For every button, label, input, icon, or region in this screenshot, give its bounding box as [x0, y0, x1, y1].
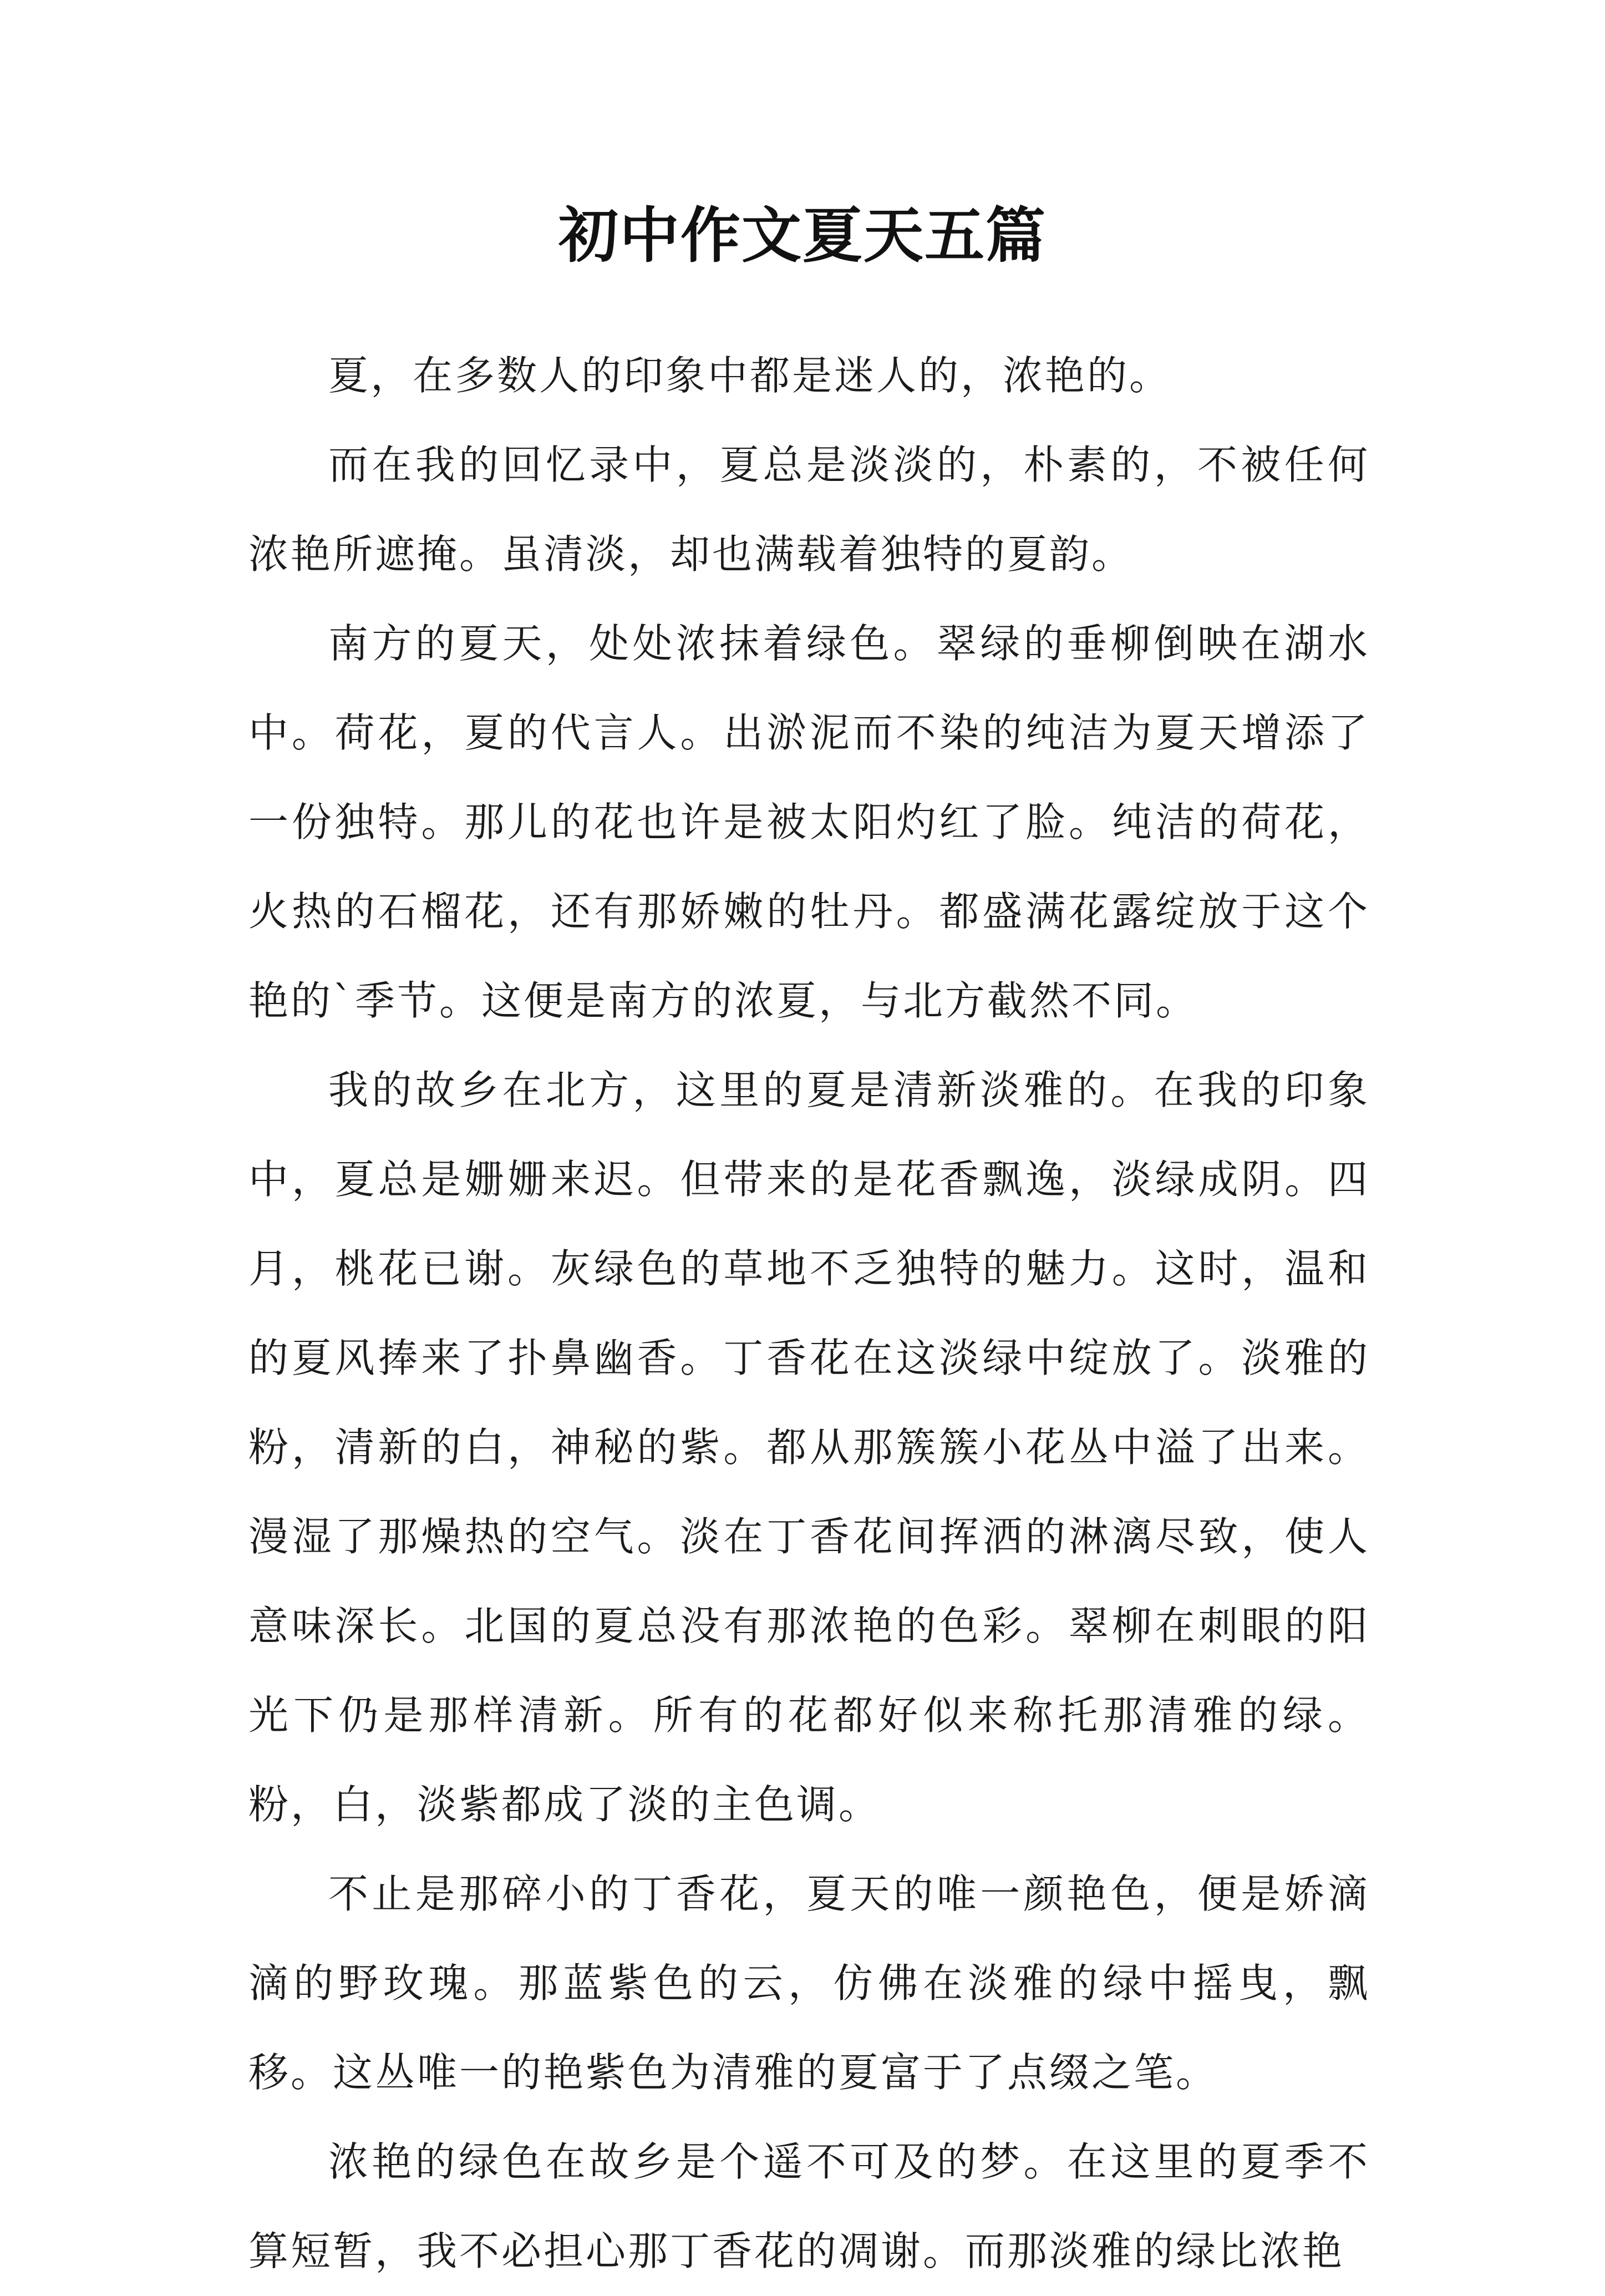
paragraph: 而在我的回忆录中，夏总是淡淡的，朴素的，不被任何浓艳所遮掩。虽清淡，却也满载着独特的夏韵。 — [248, 442, 1370, 577]
paragraph: 夏，在多数人的印象中都是迷人的，浓艳的。 — [328, 352, 1172, 399]
document-title: 初中作文夏天五篇 — [558, 201, 1047, 271]
paragraph: 我的故乡在北方，这里的夏是清新淡雅的。在我的印象中，夏总是姗姗来迟。但带来的是花香飘逸，淡绿成阴。四月，桃花已谢。灰绿色的草地不乏独特的魅力。这时，温和的夏风捧来了扑鼻幽香。丁香花在这淡绿中绽放了。淡雅的粉，清新的白，神秘的紫。都从那簇簇小花丛中溢了出来。漫湿了那燥热的空气。淡在丁香花间挥洒的淋漓尽致，使人意味深长。北国的夏总没有那浓艳的色彩。翠柳在刺眼的阳光下仍是那样清新。所有的花都好似来称托那清雅的绿。粉，白，淡紫都成了淡的主色调。 — [248, 1067, 1370, 1828]
paragraph: 南方的夏天，处处浓抹着绿色。翠绿的垂柳倒映在湖水中。荷花，夏的代言人。出淤泥而不染的纯洁为夏天增添了一份独特。那儿的花也许是被太阳灼红了脸。纯洁的荷花，火热的石榴花，还有那娇嫩的牡丹。都盛满花露绽放于这个艳的`季节。这便是南方的浓夏，与北方截然不同。 — [248, 620, 1370, 1024]
document-body — [248, 331, 1370, 2296]
paragraph: 不止是那碎小的丁香花，夏天的唯一颜艳色，便是娇滴滴的野玫瑰。那蓝紫色的云，仿佛在淡雅的绿中摇曳，飘移。这丛唯一的艳紫色为清雅的夏富于了点缀之笔。 — [248, 1871, 1370, 2096]
paragraph: 浓艳的绿色在故乡是个遥不可及的梦。在这里的夏季不算短暂，我不必担心那丁香花的凋谢。而那淡雅的绿比浓艳 — [248, 2138, 1370, 2274]
